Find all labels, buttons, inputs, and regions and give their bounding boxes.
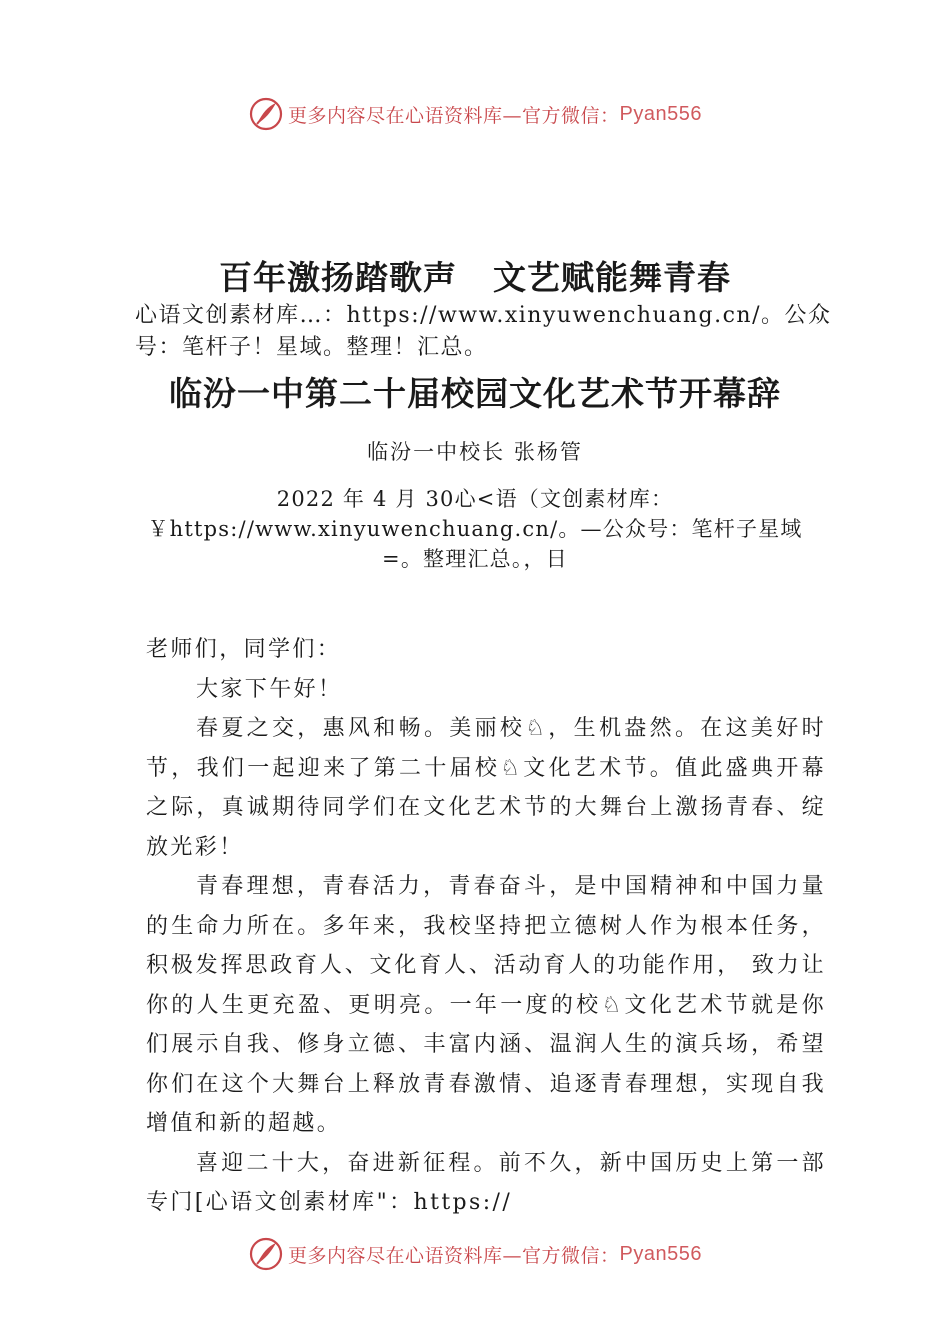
paragraph: 青春理想，青春活力，青春奋斗，是中国精神和中国力量的生命力所在。多年来，我校坚持把立德树人作为根本任务，积极发挥思政育人、文化育人、活动育人的功能作用， 致力让你的人生更充盈、更明亮。一年一度的校♘文化艺术节就是你们展示自我、修身立德、丰富内涵、温润人生的演兵场，希望你们在这个大舞台上释放青春激情、追逐青春理想，实现自我增值和新的超越。 [146, 874, 826, 1136]
banner-handle: Pyan556 [619, 1242, 702, 1265]
byline: 临汾一中校长 张杨管 [367, 440, 583, 464]
quill-logo-icon [248, 96, 284, 132]
main-title-right: 文艺赋能舞青春 [493, 258, 731, 297]
header-banner [0, 94, 950, 134]
sub-title: 临汾一中第二十届校园文化艺术节开幕辞 [169, 374, 781, 413]
speech-body [146, 630, 826, 1223]
paragraph: 喜迎二十大，奋进新征程。前不久，新中国历史上第一部专门[心语文创素材库"：https:// [146, 1150, 826, 1215]
banner-text: 更多内容尽在心语资料库—官方微信： [288, 1244, 620, 1267]
main-title-left: 百年激扬踏歌声 [219, 258, 457, 297]
main-title [0, 252, 950, 299]
banner-text: 更多内容尽在心语资料库—官方微信： [288, 104, 620, 127]
salutation: 老师们，同学们： [146, 637, 342, 662]
banner-handle: Pyan556 [619, 102, 702, 125]
footer-banner [0, 1234, 950, 1274]
quill-logo-icon [248, 1236, 284, 1272]
greeting: 大家下午好！ [196, 676, 343, 702]
dateline: 2022 年 4 月 30心<语（文创素材库：￥https://www.xinyuwenchuang.cn/。—公众号：笔杆子星域=。整理汇总。，日 [147, 487, 803, 571]
paragraph: 春夏之交，惠风和畅。美丽校♘，生机盎然。在这美好时节，我们一起迎来了第二十届校♘文化艺术节。值此盛典开幕之际，真诚期待同学们在文化艺术节的大舞台上激扬青春、绽放光彩！ [146, 716, 826, 860]
promo-line: 心语文创素材库…：https://www.xinyuwenchuang.cn/。公众号：笔杆子！星域。整理！汇总。 [135, 303, 832, 360]
